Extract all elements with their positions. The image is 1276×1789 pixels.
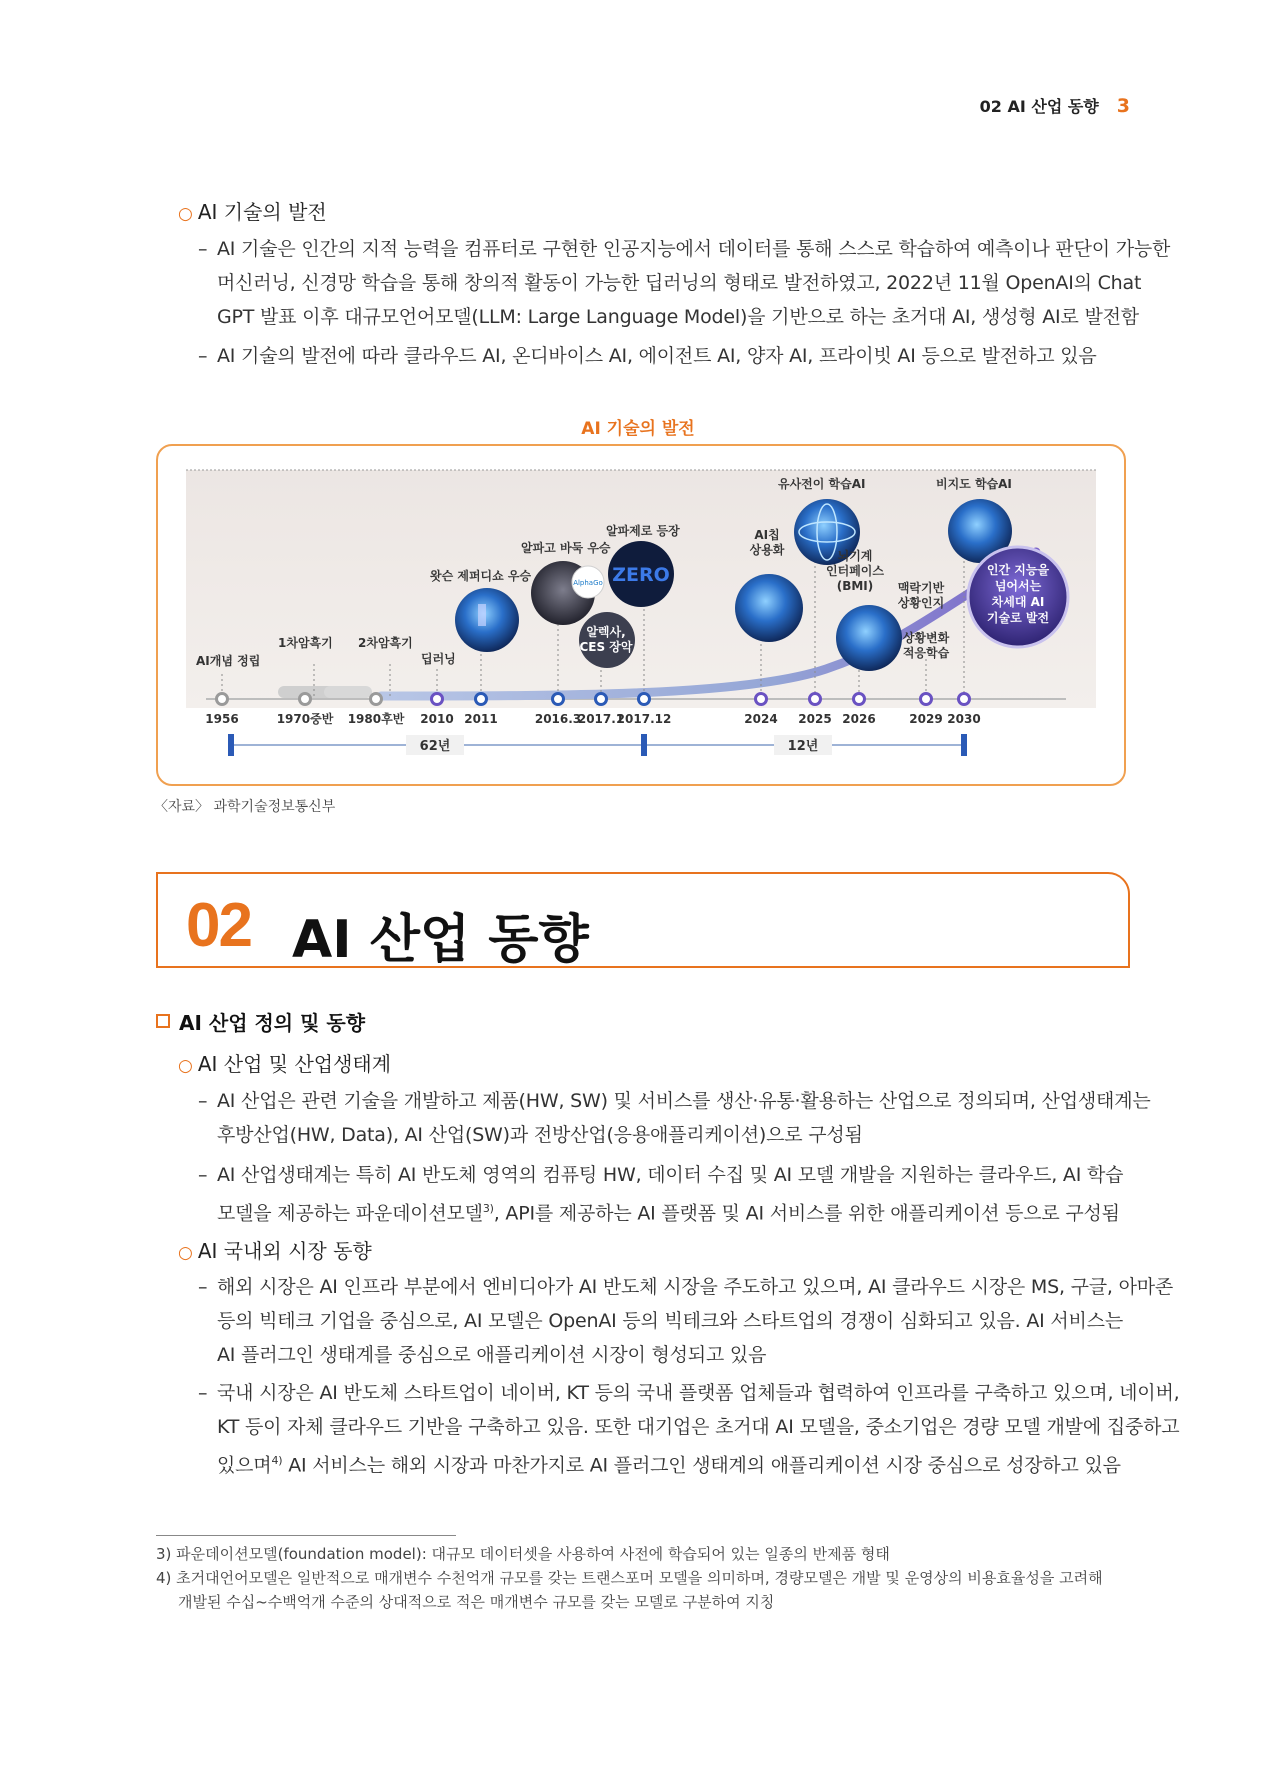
year-node [476,694,487,705]
year-label: 2026 [842,712,876,726]
industry-sub2-bullet-1-line-3: AI 플러그인 생태계를 중심으로 애플리케이션 시장이 형성되고 있음 [217,1344,767,1366]
industry-sub1-bullet-1-line-2: 후방산업(HW, Data), AI 산업(SW)과 전방산업(응용애플리케이션)으로 구성됨 [217,1124,863,1146]
square-bullet-icon [156,1014,170,1028]
label-ai-chip: AI칩 상용화 [749,528,785,557]
footnote-3 [156,1542,890,1566]
year-label: 1980후반 [347,712,405,726]
footnote-4-line-1: 4) 초거대언어모델은 일반적으로 매개변수 수천억개 규모를 갖는 트랜스포머 모델을 의미하며, 경량모델은 개발 및 운영상의 비용효율성을 고려해 [156,1569,1103,1587]
dash-icon: – [198,238,208,260]
span-marker-end [961,734,967,756]
label-winter2: 2차암흑기 [358,636,413,650]
year-node [553,694,564,705]
label-winter1: 1차암흑기 [278,636,333,650]
dash-icon: – [198,1090,208,1112]
footnote-3-line-1: 3) 파운데이션모델(foundation model): 대규모 데이터셋을 사용하여 사전에 학습되어 있는 일종의 반제품 형태 [156,1545,890,1563]
running-header [980,94,1130,117]
span-marker-mid [641,734,647,756]
industry-sub1-heading [178,1048,391,1077]
industry-sub2-heading [178,1235,372,1264]
tech-bullet-1 [198,232,1170,334]
page-number: 3 [1116,95,1130,117]
year-node [756,694,767,705]
watson-image [455,588,519,652]
section-title: AI 산업 동향 [292,910,589,970]
footnote-ref-3[interactable]: 3) [482,1202,494,1215]
industry-sub1-bullet-2-line-2 [198,1192,1123,1230]
year-label: 2010 [420,712,454,726]
year-node [596,694,607,705]
tech-bullet-1-line-3: GPT 발표 이후 대규모언어모델(LLM: Large Language Model)을 기반으로 하는 초거대 AI, 생성형 AI로 발전함 [217,306,1139,328]
dash-icon: – [198,1276,208,1298]
year-node [921,694,932,705]
label-deep-learning: 딥러닝 [421,652,456,666]
label-unsupervised: 비지도 학습AI [936,477,1012,491]
watson-figure [478,604,486,626]
year-node [854,694,865,705]
alphazero-logo-text: ZERO [612,564,670,586]
label-context: 맥락기반 상황인지 [897,581,945,610]
line-part: 모델을 제공하는 파운데이션모델 [217,1202,483,1225]
year-label: 2025 [798,712,832,726]
label-next-gen: 인간 지능을 넘어서는 차세대 AI 기술로 발전 [986,563,1050,625]
label-alexa: 알렉사, CES 장악 [579,625,633,654]
year-node [300,694,311,705]
industry-sub2-bullet-2-line-2: KT 등이 자체 클라우드 기반을 구축하고 있음. 또한 대기업은 초거대 AI 모델을, 중소기업은 경량 모델 개발에 집중하고 [217,1416,1180,1438]
label-adaptive: 상황변화 적응학습 [902,631,950,660]
industry-heading-text: AI 산업 정의 및 동향 [179,1011,366,1035]
year-label: 2029 [909,712,943,726]
label-watson: 왓슨 제퍼디쇼 우승 [430,569,532,583]
span-label-62: 62년 [419,739,451,754]
figure-source: 〈자료〉 과학기술정보통신부 [154,799,336,815]
section-number: 02 [186,891,251,960]
dash-icon: – [198,345,208,367]
industry-sub1-bullet-2 [198,1158,1123,1230]
year-node [432,694,443,705]
year-label: 2024 [744,712,778,726]
label-alphago: 알파고 바둑 우승 [521,541,611,555]
industry-sub2-bullet-1-line-2: 등의 빅테크 기업을 중심으로, AI 모델은 OpenAI 등의 빅테크와 스타트업의 경쟁이 심화되고 있음. AI 서비스는 [217,1310,1123,1332]
year-label: 2017.12 [616,712,672,726]
footnote-ref-4[interactable]: 4) [271,1454,283,1467]
footnote-rule [156,1535,456,1536]
tech-bullet-2 [198,339,1097,373]
industry-sub2-heading-text: AI 국내외 시장 동향 [197,1239,372,1263]
line-part: 있으며 [217,1454,272,1477]
year-label: 1956 [205,712,239,726]
figure-title: AI 기술의 발전 [581,419,695,439]
circle-bullet-icon: ○ [178,1243,193,1263]
bmi-image [836,605,902,671]
industry-sub2-bullet-1-line-1: 해외 시장은 AI 인프라 부분에서 엔비디아가 AI 반도체 시장을 주도하고 있으며, AI 클라우드 시장은 MS, 구글, 아마존 [217,1276,1174,1298]
tech-evolution-heading [178,196,327,225]
label-bmi: 뇌기계 인터페이스 (BMI) [826,549,884,593]
year-label: 1970중반 [276,712,334,726]
year-node [959,694,970,705]
industry-sub1-heading-text: AI 산업 및 산업생태계 [197,1052,392,1076]
tech-evolution-heading-text: AI 기술의 발전 [197,200,327,224]
industry-heading [156,1007,365,1036]
ai-evolution-timeline [186,464,1096,768]
year-node [217,694,228,705]
industry-sub2-bullet-2 [198,1376,1179,1482]
dash-icon: – [198,1164,208,1186]
industry-sub1-bullet-1 [198,1084,1151,1152]
label-transfer: 유사전이 학습AI [778,477,866,491]
year-label: 2017.1 [577,712,625,726]
industry-sub2-bullet-1 [198,1270,1173,1372]
running-header-section: 02 AI 산업 동향 [979,97,1099,116]
year-node [639,694,650,705]
year-label: 2030 [947,712,981,726]
industry-sub2-bullet-2-line-3 [198,1444,1179,1482]
footnote-4 [156,1566,1103,1614]
industry-sub1-bullet-1-line-1: AI 산업은 관련 기술을 개발하고 제품(HW, SW) 및 서비스를 생산·유통·활용하는 산업으로 정의되며, 산업생태계는 [217,1090,1151,1112]
year-node [810,694,821,705]
tech-bullet-2-line-1: AI 기술의 발전에 따라 클라우드 AI, 온디바이스 AI, 에이전트 AI, 양자 AI, 프라이빗 AI 등으로 발전하고 있음 [217,345,1097,367]
circle-bullet-icon: ○ [178,204,193,224]
industry-sub2-bullet-2-line-1: 국내 시장은 AI 반도체 스타트업이 네이버, KT 등의 국내 플랫폼 업체들과 협력하여 인프라를 구축하고 있으며, 네이버, [217,1382,1180,1404]
span-marker-start [228,734,234,756]
footnote-4-line-2: 개발된 수십~수백억개 수준의 상대적으로 적은 매개변수 규모를 갖는 모델로 구분하여 지칭 [178,1593,775,1611]
label-ai-concept: AI개념 정립 [196,654,261,668]
line-part: , API를 제공하는 AI 플랫폼 및 AI 서비스를 위한 애플리케이션 등으로 구성됨 [493,1202,1120,1225]
dash-icon: – [198,1382,208,1404]
ai-chip-image [735,574,803,642]
year-node [371,694,382,705]
year-label: 2016.3 [534,712,582,726]
tech-bullet-1-line-2: 머신러닝, 신경망 학습을 통해 창의적 활동이 가능한 딥러닝의 형태로 발전하였고, 2022년 11월 OpenAI의 Chat [217,272,1142,294]
circle-bullet-icon: ○ [178,1056,193,1076]
industry-sub1-bullet-2-line-1: AI 산업생태계는 특히 AI 반도체 영역의 컴퓨팅 HW, 데이터 수집 및 AI 모델 개발을 지원하는 클라우드, AI 학습 [217,1164,1124,1186]
alphago-logo-text: AlphaGo [573,579,603,587]
label-alphazero: 알파제로 등장 [606,524,680,538]
line-part: AI 서비스는 해외 시장과 마찬가지로 AI 플러그인 생태계의 애플리케이션 시장 중심으로 성장하고 있음 [282,1454,1121,1477]
tech-bullet-1-line-1: AI 기술은 인간의 지적 능력을 컴퓨터로 구현한 인공지능에서 데이터를 통해 스스로 학습하여 예측이나 판단이 가능한 [217,238,1171,260]
year-label: 2011 [464,712,498,726]
span-label-12: 12년 [787,739,819,754]
